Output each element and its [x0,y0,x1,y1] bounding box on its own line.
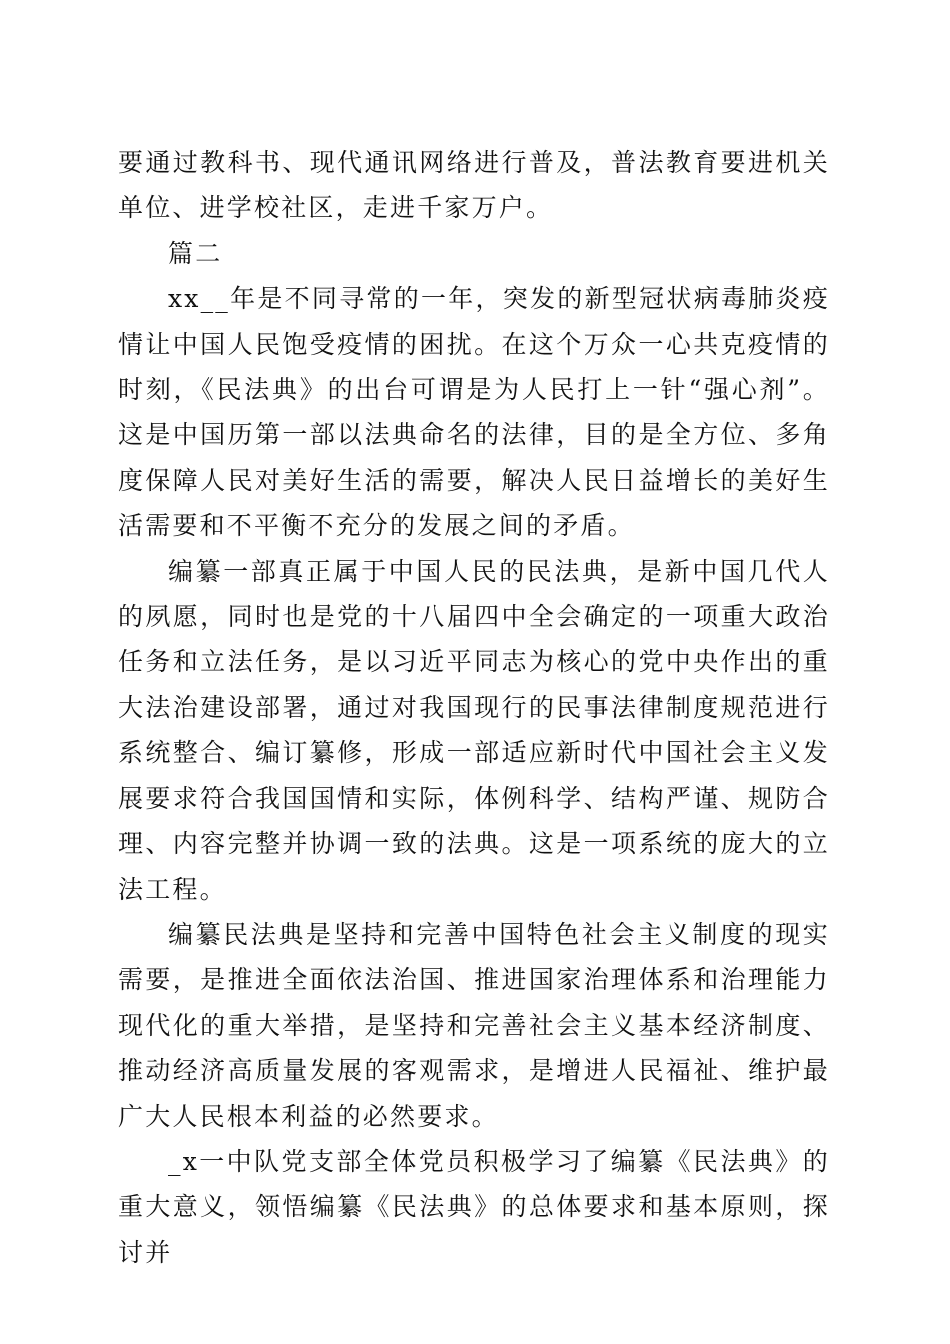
document-body [118,140,830,1275]
paragraph: 编纂一部真正属于中国人民的民法典，是新中国几代人的夙愿，同时也是党的十八届四中全会确定的一项重大政治任务和立法任务，是以习近平同志为核心的党中央作出的重大法治建设部署，通过对我国现行的民事法律制度规范进行系统整合、编订纂修，形成一部适应新时代中国社会主义发展要求符合我国国情和实际，体例科学、结构严谨、规防合理、内容完整并协调一致的法典。这是一项系统的庞大的立法工程。 [118,556,830,904]
paragraph: _x一中队党支部全体党员积极学习了编纂《民法典》的重大意义，领悟编纂《民法典》的总体要求和基本原则，探讨并 [118,1146,830,1267]
paragraph: 编纂民法典是坚持和完善中国特色社会主义制度的现实需要，是推进全面依法治国、推进国家治理体系和治理能力现代化的重大举措，是坚持和完善社会主义基本经济制度、推动经济高质量发展的客观需求，是增进人民福祉、维护最广大人民根本利益的必然要求。 [118,919,830,1131]
paragraph-continued: 要通过教科书、现代通讯网络进行普及，普法教育要进机关单位、进学校社区，走进千家万户。 [118,148,830,223]
paragraph: xx__年是不同寻常的一年，突发的新型冠状病毒肺炎疫情让中国人民饱受疫情的困扰。在这个万众一心共克疫情的时刻，《民法典》的出台可谓是为人民打上一针“强心剂”。这是中国历第一部以法典命名的法律，目的是全方位、多角度保障人民对美好生活的需要，解决人民日益增长的美好生活需要和不平衡不充分的发展之间的矛盾。 [118,284,830,541]
section-heading: 篇二 [168,238,223,268]
